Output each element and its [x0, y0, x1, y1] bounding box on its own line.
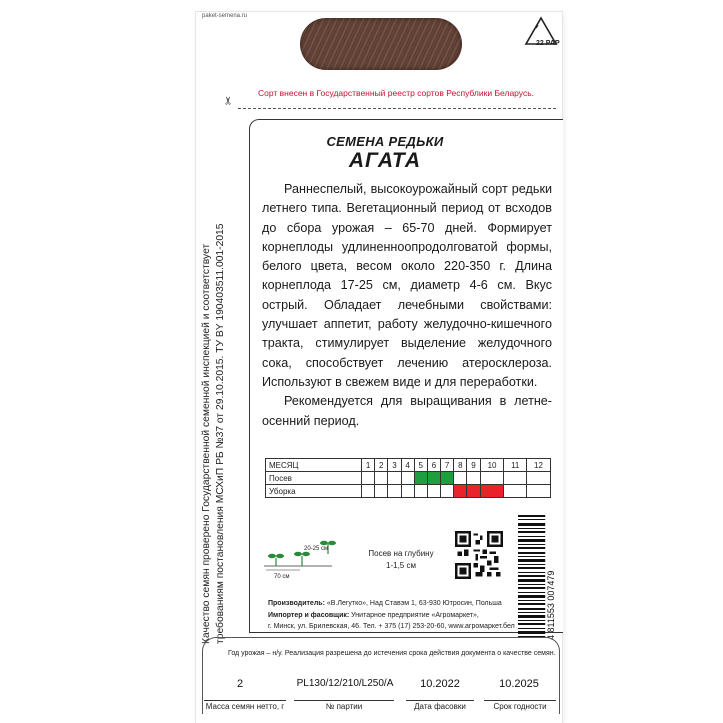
- month-9: 9: [467, 459, 480, 472]
- month-6: 6: [427, 459, 440, 472]
- lot-label: № партии: [294, 700, 394, 711]
- importer-address: г. Минск, ул. Брилевская, 46. Тел. + 375 (17) 253-20-60, www.агромаркет.бел: [268, 623, 515, 630]
- calendar-label-sowing: Посев: [266, 472, 362, 485]
- product-title: [250, 134, 520, 173]
- harvest-cell-11: [504, 485, 527, 498]
- hang-hole: [300, 18, 462, 70]
- harvest-cell-2: [375, 485, 388, 498]
- quality-line-2: требованиям постановления МСХиП РБ №37 от 29.10.2015. ТУ BY 190403511.001-2015: [215, 223, 226, 644]
- sowing-depth-label: Посев на глубину: [368, 549, 434, 558]
- month-5: 5: [414, 459, 427, 472]
- month-7: 7: [441, 459, 454, 472]
- recycle-code: [536, 40, 560, 47]
- plant-spacing-label: 20-25 см: [304, 546, 329, 552]
- expiry-label: Срок годности: [484, 700, 556, 711]
- cut-line: [238, 108, 556, 109]
- sow-cell-4: [401, 472, 414, 485]
- sow-cell-5: [414, 472, 427, 485]
- scissors-icon: ✂: [223, 95, 236, 106]
- month-10: 10: [480, 459, 504, 472]
- harvest-cell-8: [454, 485, 467, 498]
- qr-code: [455, 531, 503, 579]
- sow-cell-2: [375, 472, 388, 485]
- product-type: СЕМЕНА РЕДЬКИ: [326, 134, 444, 149]
- description-paragraph-2: Рекомендуется для выращивания в летне-осенний период.: [262, 394, 552, 428]
- harvest-cell-7: [441, 485, 454, 498]
- harvest-cell-6: [427, 485, 440, 498]
- harvest-cell-9: [467, 485, 480, 498]
- month-1: 1: [362, 459, 375, 472]
- lot-value: PL130/12/210/L250/A: [296, 678, 394, 689]
- seedling-icon: [294, 552, 310, 566]
- month-12: 12: [526, 459, 550, 472]
- harvest-cell-1: [362, 485, 375, 498]
- barcode-number: [546, 515, 560, 640]
- month-4: 4: [401, 459, 414, 472]
- harvest-cell-10: [480, 485, 504, 498]
- variety-name: АГАТА: [348, 149, 422, 172]
- seedling-icon: [268, 554, 284, 566]
- row-spacing-label: 70 см: [274, 574, 290, 580]
- producer-value: «В.Легутко», Над Ставэм 1, 63-930 Ютросин, Польша: [324, 600, 502, 607]
- calendar-row-sowing: [266, 472, 551, 485]
- quality-certificate-text: [201, 124, 231, 644]
- harvest-cell-4: [401, 485, 414, 498]
- month-11: 11: [504, 459, 527, 472]
- sow-cell-7: [441, 472, 454, 485]
- calendar-row-harvest: [266, 485, 551, 498]
- calendar-month-header: МЕСЯЦ: [266, 459, 362, 472]
- importer-value: Унитарное предприятие «Агромаркет»,: [349, 611, 479, 619]
- month-2: 2: [375, 459, 388, 472]
- packing-date-value: 10.2022: [420, 678, 460, 690]
- sow-cell-6: [427, 472, 440, 485]
- sow-cell-8: [454, 472, 467, 485]
- sow-cell-12: [526, 472, 550, 485]
- expiry-value: 10.2025: [499, 678, 539, 690]
- recycle-material: PAP: [545, 40, 560, 47]
- packing-date-label: Дата фасовки: [406, 700, 474, 711]
- harvest-year-note: Год урожая – н/у. Реализация разрешена до истечения срока действия документа о качестве семян.: [228, 650, 556, 657]
- sow-cell-11: [504, 472, 527, 485]
- manufacturer-info: [268, 598, 518, 633]
- quality-line-1: Качество семян проверено Государственной семенной инспекцией и соответствует: [201, 243, 212, 644]
- sowing-depth: [356, 548, 446, 572]
- month-8: 8: [454, 459, 467, 472]
- month-3: 3: [388, 459, 401, 472]
- sow-cell-10: [480, 472, 504, 485]
- recycle-number: 22: [536, 40, 544, 47]
- sow-cell-1: [362, 472, 375, 485]
- description: [262, 180, 552, 431]
- mass-label: Масса семян нетто, г: [205, 702, 285, 711]
- sowing-depth-value: 1-1,5 см: [386, 561, 416, 570]
- harvest-cell-5: [414, 485, 427, 498]
- producer-label: Производитель:: [268, 600, 325, 607]
- calendar-label-harvest: Уборка: [266, 485, 362, 498]
- sow-cell-3: [388, 472, 401, 485]
- sowing-calendar: [265, 458, 551, 498]
- importer-label: Импортер и фасовщик:: [268, 611, 350, 619]
- harvest-cell-3: [388, 485, 401, 498]
- barcode-digits: 4 811553 007479: [546, 570, 556, 640]
- calendar-header-row: [266, 459, 551, 472]
- brand-url: paket-semena.ru: [202, 13, 248, 19]
- registry-note: Сорт внесен в Государственный реестр сортов Республики Беларусь.: [257, 88, 534, 98]
- mass-value: 2: [236, 678, 244, 690]
- description-paragraph-1: Раннеспелый, высокоурожайный сорт редьки летнего типа. Вегетационный период от всходов до сбора урожая – 65-70 дней. Формирует корнеплоды удлиненноопродолговатой формы, белого цвета, весом около 220-350 г. Длина корнеплода 17-25 см, диаметр 4-6 см. Вкус острый. Обладает лечебными свойствами: улучшает аппетит, работу желудочно-кишечного тракта, стимулирует выделение желудочного сока, способствует лечению атеросклероза. Используют в свежем виде и для переработки.: [262, 182, 552, 389]
- harvest-cell-12: [526, 485, 550, 498]
- sow-cell-9: [467, 472, 480, 485]
